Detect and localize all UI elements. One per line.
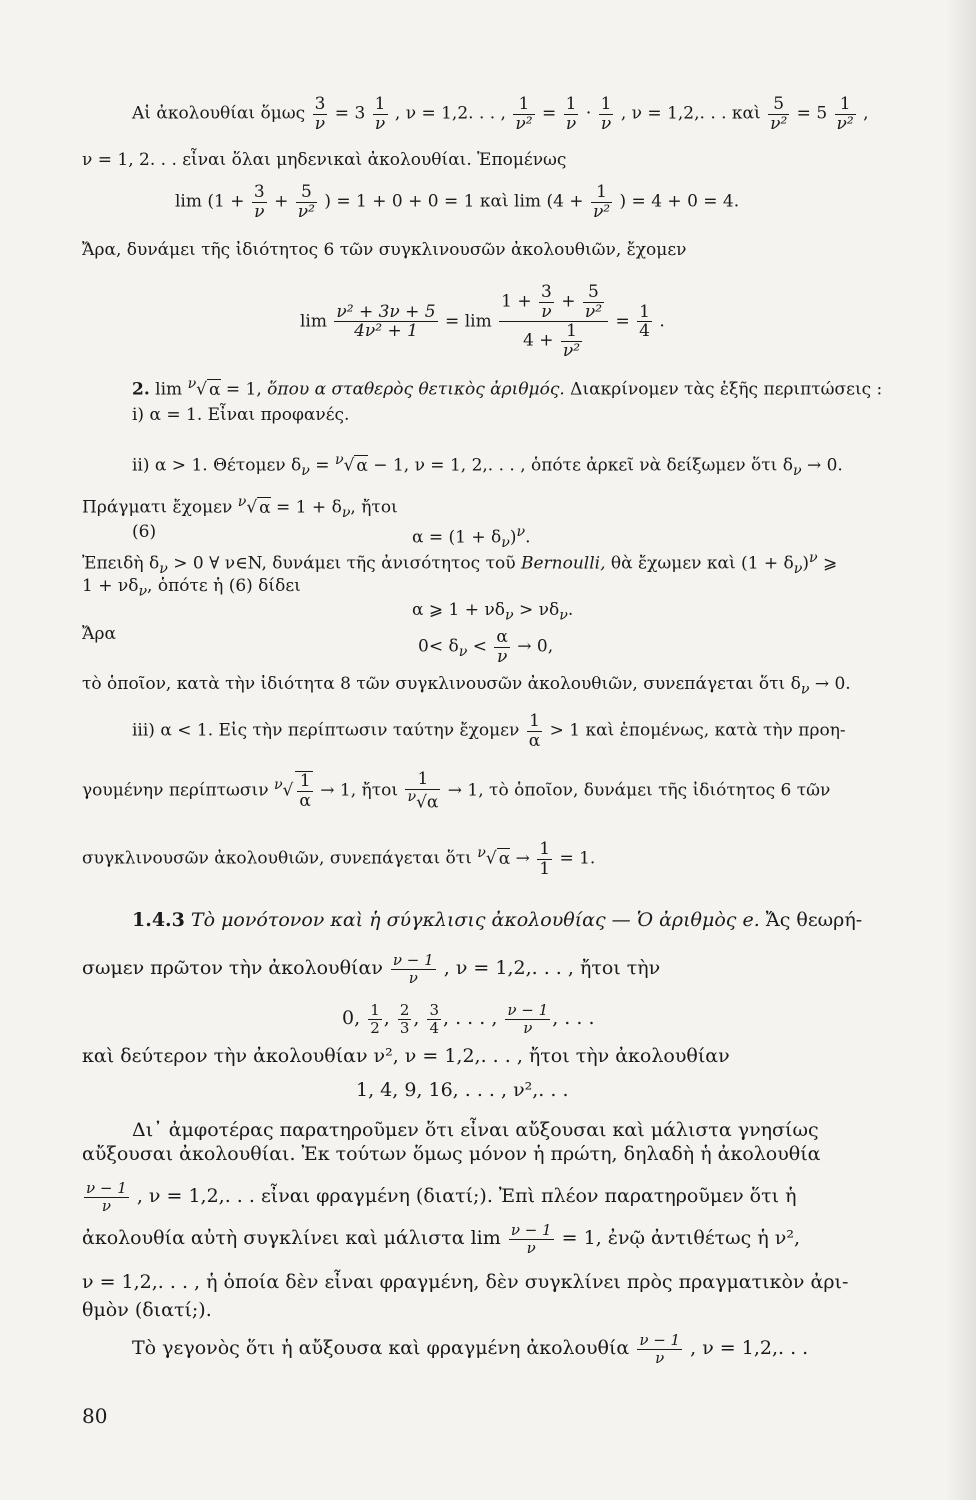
numerator: 1: [539, 839, 551, 859]
text: Τὸ γεγονὸς ὅτι ἡ αὔξουσα καὶ φραγμένη ἀκολουθία: [132, 1337, 630, 1359]
text: ii) α > 1. Θέτομεν δ: [132, 455, 302, 476]
denominator: α: [528, 730, 541, 751]
fraction: [599, 95, 614, 133]
line-case-i: i) α = 1. Εἶναι προφανές.: [132, 405, 350, 425]
text: →: [510, 848, 530, 869]
sqrt-icon: √: [196, 379, 208, 400]
fraction: [513, 95, 534, 133]
line-case-ii: [132, 450, 843, 481]
subscript: ν: [138, 583, 148, 600]
item-number: 2.: [132, 379, 150, 400]
fraction: [637, 1332, 682, 1366]
subscript: ν: [800, 681, 810, 698]
denominator: 2: [370, 1018, 380, 1037]
fraction: [368, 1002, 382, 1036]
subscript: ν: [793, 561, 803, 578]
text: .: [525, 527, 531, 548]
line-both-increasing: Δι᾽ ἀμφοτέρας παρατηροῦμεν ὅτι εἶναι αὔξουσαι καὶ μάλιστα γνησίως: [132, 1119, 819, 1141]
text: , ἤτοι: [350, 497, 398, 518]
sqrt-icon: √: [485, 848, 497, 869]
numerator: 1: [600, 94, 612, 114]
sqrt-icon: √: [246, 497, 258, 518]
numerator: 3: [253, 182, 265, 202]
text: lim (1 +: [175, 191, 245, 212]
numerator: 1: [591, 183, 612, 203]
text: ·: [585, 103, 592, 124]
root-index: ν: [237, 494, 247, 510]
denominator: ν²: [515, 113, 533, 134]
denominator: ν: [408, 968, 418, 987]
line-squares: 1, 4, 9, 16, . . . , ν²,. . .: [356, 1079, 569, 1101]
section-number: 1.4.3: [132, 909, 185, 931]
text: .: [659, 311, 665, 332]
subscript: ν: [458, 644, 468, 661]
fraction: [591, 183, 612, 221]
denominator: ν: [374, 113, 386, 134]
text: α ⩾ 1 + νδ: [412, 600, 505, 620]
radicand: α: [356, 455, 368, 476]
fraction: [539, 283, 554, 321]
denominator: [405, 790, 440, 812]
denominator: ν: [541, 301, 552, 322]
text: τὸ ὁποῖον, κατὰ τὴν ἰδιότητα 8 τῶν συγκλινουσῶν ἀκολουθιῶν, συνεπάγεται ὅτι δ: [82, 674, 801, 694]
line-limits: [175, 183, 739, 221]
text: =: [615, 311, 630, 332]
denominator: ν: [655, 1348, 665, 1367]
subscript: ν: [301, 463, 310, 480]
numerator: α: [496, 627, 508, 647]
text: → 1, ἤτοι: [320, 780, 399, 801]
text: > 1 καὶ ἑπομένως, κατὰ τὴν προη-: [549, 720, 846, 741]
subscript: ν: [504, 607, 514, 624]
text: , ν = 1,2,. . . , ἤτοι τὴν: [443, 957, 661, 979]
line-inequality: [412, 600, 573, 625]
text: → 0,: [517, 636, 554, 657]
text: ,: [413, 1007, 420, 1029]
numerator: 1: [297, 772, 312, 792]
text: = 5: [796, 103, 828, 124]
sqrt-icon: √: [343, 455, 355, 476]
denominator: ν²: [592, 201, 611, 222]
line-bounded: [82, 1180, 796, 1214]
fraction: [505, 1002, 550, 1036]
text: − 1, ν = 1, 2,. . . , ὁπότε ἀρκεῖ νὰ δείξωμεν ὅτι δ: [367, 455, 793, 476]
line-fact: [132, 1332, 808, 1366]
text: ): [509, 527, 517, 548]
fraction: [313, 95, 328, 133]
denominator: ν²: [836, 113, 854, 134]
fraction: [398, 1002, 412, 1036]
text: Bernoulli,: [520, 553, 606, 574]
numerator: ν − 1: [510, 1221, 552, 1239]
page-edge-shadow: [946, 0, 976, 1500]
text: =: [309, 455, 335, 476]
line-sequence-terms: [342, 1002, 594, 1036]
text: ὅπου α σταθερὸς θετικὸς ἀριθμός.: [261, 379, 565, 400]
denominator: 3: [399, 1018, 410, 1037]
text: θὰ ἔχωμεν καὶ (1 + δ: [605, 553, 794, 574]
text: Αἱ ἀκολουθίαι ὅμως: [132, 103, 306, 124]
text: = 1.: [559, 848, 596, 869]
superscript: ν: [516, 524, 526, 540]
line-second-sequence: καὶ δεύτερον τὴν ἀκολουθίαν ν², ν = 1,2,. . . , ἤτοι τὴν ἀκολουθίαν: [82, 1045, 730, 1067]
text: 4 +: [523, 331, 554, 352]
line-eq-6-label: (6): [132, 522, 157, 542]
line-bernoulli: [82, 548, 837, 579]
fraction: [527, 712, 542, 750]
text: → 1, τὸ ὁποῖον, δυνάμει τῆς ἰδιότητος 6 τῶν: [447, 780, 831, 801]
text: Ἐπειδὴ δ: [82, 553, 160, 574]
text: ) = 4 + 0 = 4.: [619, 191, 740, 212]
section-subtitle: — Ὁ ἀριθμὸς e.: [605, 909, 760, 931]
numerator: 1: [835, 95, 856, 115]
denominator: ν: [496, 646, 508, 667]
text: Ἄς θεωρή-: [759, 909, 863, 931]
numerator: ν − 1: [639, 1331, 681, 1349]
numerator: 5: [296, 183, 317, 203]
text: lim: [155, 379, 188, 400]
fraction: [373, 95, 388, 133]
numerator: 1: [565, 94, 577, 114]
line-gives: [82, 576, 301, 601]
text: 1 +: [501, 291, 532, 312]
superscript: ν: [809, 550, 818, 566]
text: = 1, ἐνῷ ἀντιθέτως ἡ ν²,: [561, 1227, 800, 1249]
line-indeed: [82, 492, 398, 523]
line-property-8: [82, 674, 851, 699]
fraction: [391, 952, 436, 986]
denominator: 1: [539, 858, 551, 879]
text: =: [541, 103, 557, 124]
numerator: 3: [429, 1001, 440, 1019]
text: Διακρίνομεν τὰς ἑξῆς περιπτώσεις :: [564, 379, 883, 400]
text: ) = 1 + 0 + 0 = 1 καὶ lim (4 +: [324, 191, 584, 212]
numerator: 1: [561, 322, 582, 342]
fraction: [509, 1222, 554, 1256]
fraction: [84, 1180, 129, 1214]
root-index: ν: [477, 845, 486, 862]
denominator: 4ν² + 1: [354, 321, 418, 342]
text: ,: [863, 103, 869, 124]
denominator: ν²: [770, 113, 788, 134]
fraction: [768, 95, 789, 133]
subscript: ν: [559, 607, 568, 624]
line-not-bounded: ν = 1,2,. . . , ἡ ὁποία δὲν εἶναι φραγμένη, δὲν συγκλίνει πρὸς πραγματικὸν ἀρι-: [82, 1271, 849, 1293]
denominator: α: [299, 791, 311, 812]
denominator: ν: [314, 113, 326, 134]
text: συγκλινουσῶν ἀκολουθιῶν, συνεπάγεται ὅτι: [82, 848, 478, 869]
line-only-first: αὔξουσαι ἀκολουθίαι. Ἐκ τούτων ὅμως μόνον ἡ πρώτη, δηλαδὴ ἡ ἀκολουθία: [82, 1143, 821, 1165]
text: α = (1 + δ: [412, 527, 502, 548]
text: 0< δ: [418, 636, 459, 657]
text: lim: [300, 311, 327, 332]
line-bound: [418, 628, 553, 666]
denominator: 4: [429, 1018, 440, 1037]
line-sequences-intro: [132, 95, 869, 133]
text: √α: [416, 792, 439, 813]
text: → 0.: [801, 455, 843, 476]
numerator: [499, 283, 608, 322]
radicand: α: [498, 848, 511, 869]
text: , ν = 1,2,. . . εἶναι φραγμένη (διατί;). Ἐπὶ πλέον παρατηροῦμεν ὅτι ἡ: [136, 1185, 797, 1207]
line-conclusion-root: [82, 840, 595, 878]
denominator: 4: [639, 321, 650, 342]
section-heading: [132, 908, 862, 932]
fraction: [295, 771, 312, 810]
numerator: ν − 1: [86, 1179, 127, 1197]
text: γουμένην περίπτωσιν: [82, 780, 269, 801]
text: ἀκολουθία αὐτὴ συγκλίνει καὶ μάλιστα lim: [82, 1227, 501, 1249]
fraction: [564, 95, 579, 133]
compound-fraction: [499, 283, 608, 361]
fraction: [427, 1002, 441, 1036]
subscript: ν: [159, 561, 168, 578]
line-therefore-label: Ἄρα: [82, 624, 116, 644]
text: = 1 + δ: [270, 497, 342, 518]
fraction: [334, 303, 437, 341]
text: Πράγματι ἔχομεν: [82, 497, 238, 518]
denominator: ν: [254, 201, 265, 222]
text: ,: [383, 1007, 390, 1029]
fraction: [537, 840, 552, 878]
line-first-sequence: [82, 952, 660, 986]
text: <: [467, 636, 487, 657]
fraction: [494, 628, 509, 666]
numerator: ν − 1: [392, 951, 434, 969]
radicand: α: [259, 497, 271, 518]
denominator: ν²: [562, 341, 581, 362]
denominator: ν: [600, 113, 612, 134]
line-why: θμὸν (διατί;).: [82, 1299, 212, 1321]
text: .: [567, 600, 574, 620]
numerator: 2: [399, 1001, 410, 1019]
text: 0,: [342, 1007, 361, 1029]
text: , ν = 1,2,. . . καὶ: [620, 103, 761, 124]
root-index: ν: [334, 452, 344, 468]
text: , ν = 1,2. . . ,: [394, 103, 506, 124]
text: > 0 ∀ ν∈N, δυνάμει τῆς ἀνισότητος τοῦ: [167, 553, 521, 574]
denominator: ν: [526, 1238, 536, 1257]
subscript: ν: [501, 535, 510, 552]
fraction: [583, 283, 604, 321]
line-converges: [82, 1222, 800, 1256]
text: 1 + νδ: [82, 576, 139, 596]
fraction: [637, 303, 652, 341]
text: , . . .: [552, 1007, 595, 1029]
fraction: [835, 95, 856, 133]
subscript: ν: [792, 463, 802, 480]
text: σωμεν πρῶτον τὴν ἀκολουθίαν: [82, 957, 383, 979]
numerator: ν² + 3ν + 5: [336, 301, 436, 322]
denominator: ν: [523, 1018, 533, 1037]
fraction: [252, 183, 267, 221]
root-index: ν: [407, 788, 417, 805]
numerator: 1: [513, 95, 534, 115]
denominator: ν²: [584, 301, 603, 322]
root-index: ν: [273, 776, 283, 793]
text: = lim: [445, 311, 492, 332]
line-therefore: Ἄρα, δυνάμει τῆς ἰδιότητος 6 τῶν συγκλινουσῶν ἀκολουθιῶν, ἔχομεν: [82, 240, 687, 260]
numerator: 1: [374, 94, 386, 114]
numerator: ν − 1: [507, 1001, 549, 1019]
text: ⩾: [817, 553, 838, 574]
text: → 0.: [809, 674, 851, 694]
fraction: [296, 183, 317, 221]
numerator: 3: [540, 282, 552, 302]
line-case-iii: [132, 712, 846, 750]
numerator: 1: [639, 301, 650, 322]
text: = 1,: [220, 379, 262, 400]
denominator: [499, 322, 608, 360]
subscript: ν: [341, 505, 351, 522]
fraction: [561, 322, 582, 360]
section-title: Τὸ μονότονον καὶ ἡ σύγκλισις ἀκολουθίας: [184, 909, 606, 931]
sqrt-icon: √: [282, 780, 294, 801]
text: , ὁπότε ἡ (6) δίδει: [147, 576, 301, 596]
numerator: 1: [370, 1001, 380, 1019]
line-limit-equation: [300, 283, 665, 361]
text: iii) α < 1. Εἰς τὴν περίπτωσιν ταύτην ἔχομεν: [132, 720, 520, 741]
denominator: ν: [565, 113, 577, 134]
page-number: 80: [82, 1404, 108, 1428]
numerator: 1: [527, 712, 542, 732]
numerator: 1: [405, 770, 440, 790]
text: > νδ: [513, 600, 560, 620]
text: +: [561, 291, 576, 312]
denominator: ν: [101, 1196, 111, 1215]
text: , ν = 1,2,. . .: [690, 1337, 809, 1359]
line-null-sequences: ν = 1, 2. . . εἶναι ὅλαι μηδενικαὶ ἀκολουθίαι. Ἑπομένως: [82, 150, 567, 170]
numerator: 5: [768, 95, 789, 115]
text: ): [802, 553, 810, 574]
line-previous-case: [82, 770, 830, 812]
denominator: ν²: [297, 201, 315, 222]
root-index: ν: [187, 376, 197, 392]
text: = 3: [334, 103, 366, 124]
line-example-2: [132, 374, 882, 400]
fraction: [405, 770, 440, 812]
numerator: 3: [314, 94, 326, 114]
text: , . . . ,: [443, 1007, 498, 1029]
numerator: 5: [583, 283, 604, 303]
radicand: α: [209, 379, 221, 400]
text: +: [274, 191, 289, 212]
